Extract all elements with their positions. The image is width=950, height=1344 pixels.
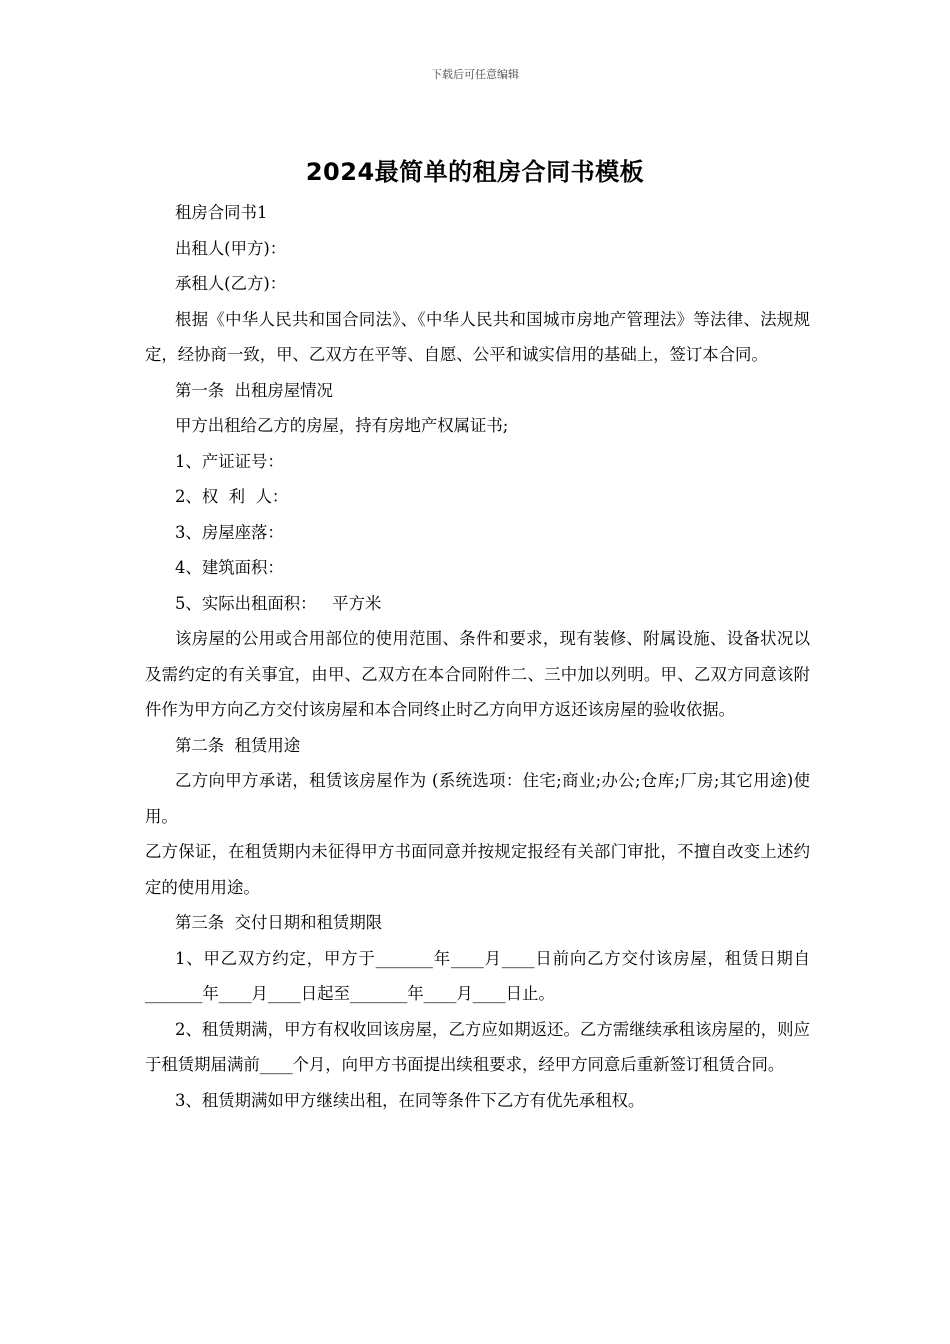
document-title: 2024最简单的租房合同书模板 bbox=[305, 158, 645, 186]
paragraph-lessee: 承租人(乙方)： bbox=[175, 274, 287, 293]
list-item-floor-area: 4、建筑面积： bbox=[175, 558, 284, 577]
list-item-cert-number: 1、产证证号： bbox=[175, 451, 284, 471]
paragraph-preamble: 根据《中华人民共和国合同法》、《中华人民共和国城市房地产管理法》等法律、法规规定，经协商一致，甲、乙双方在平等、自愿、公平和诚实信用的基础上，签订本合同。 bbox=[145, 309, 810, 364]
header-note: 下载后可任意编辑 bbox=[431, 68, 519, 81]
article-3-heading: 第三条 交付日期和租赁期限 bbox=[175, 913, 383, 932]
paragraph-usage-promise: 乙方向甲方承诺，租赁该房屋作为 (系统选项：住宅;商业;办公;仓库;厂房;其它用途)使用。 bbox=[145, 771, 810, 826]
article-1-heading: 第一条 出租房屋情况 bbox=[175, 380, 333, 400]
clause-3-2: 2、租赁期满，甲方有权收回该房屋，乙方应如期返还。乙方需继续承租该房屋的，则应于租赁期届满前____个月，向甲方书面提出续租要求，经甲方同意后重新签订租赁合同。 bbox=[145, 1019, 810, 1074]
paragraph-lessor: 出租人(甲方)： bbox=[175, 238, 287, 258]
list-item-owner: 2、权 利 人： bbox=[175, 487, 289, 506]
article-2-heading: 第二条 租赁用途 bbox=[175, 735, 301, 755]
list-item-rent-area: 5、实际出租面积： 平方米 bbox=[175, 593, 382, 613]
list-item-location: 3、房屋座落： bbox=[175, 522, 284, 542]
paragraph-common-areas: 该房屋的公用或合用部位的使用范围、条件和要求，现有装修、附属设施、设备状况以及需约定的有关事宜，由甲、乙双方在本合同附件二、三中加以列明。甲、乙双方同意该附件作为甲方向乙方交付该房屋和本合同终止时乙方向甲方返还该房屋的验收依据。 bbox=[145, 629, 810, 719]
paragraph-usage-guarantee: 乙方保证，在租赁期内未征得甲方书面同意并按规定报经有关部门审批，不擅自改变上述约定的使用用途。 bbox=[145, 842, 810, 897]
document-body bbox=[145, 195, 810, 1118]
clause-3-1: 1、甲乙双方约定，甲方于_______年____月____日前向乙方交付该房屋，租赁日期自_______年____月____日起至_______年____月____日止。 bbox=[145, 948, 810, 1003]
paragraph-contract-label: 租房合同书1 bbox=[175, 203, 268, 222]
paragraph-property-cert: 甲方出租给乙方的房屋，持有房地产权属证书; bbox=[175, 416, 509, 435]
clause-3-3: 3、租赁期满如甲方继续出租，在同等条件下乙方有优先承租权。 bbox=[175, 1090, 645, 1110]
